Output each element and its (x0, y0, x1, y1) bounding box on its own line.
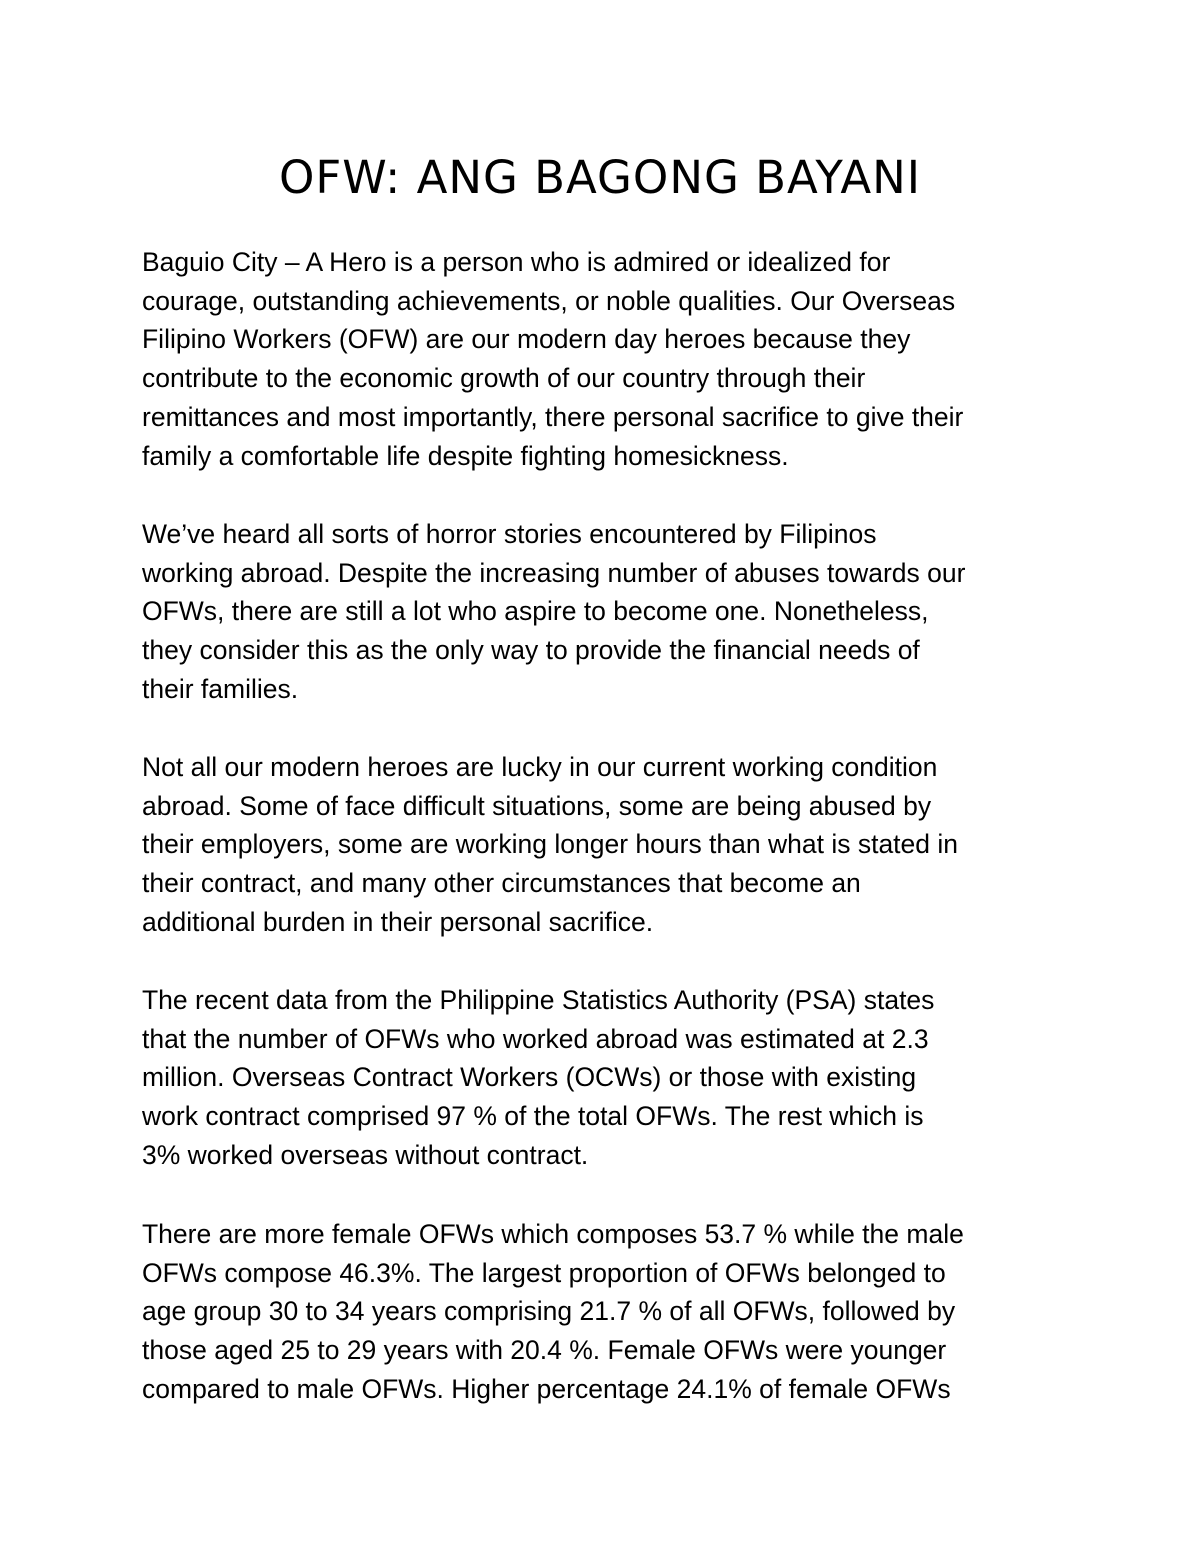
document-title: OFW: ANG BAGONG BAYANI (278, 151, 922, 204)
paragraph-line: working abroad. Despite the increasing number of abuses towards our (142, 557, 966, 588)
paragraph-1 (142, 243, 1072, 475)
paragraph-line: We’ve heard all sorts of horror stories encountered by Filipinos (142, 519, 877, 549)
paragraph-line: courage, outstanding achievements, or noble qualities. Our Overseas (142, 285, 956, 316)
paragraph-line: work contract comprised 97 % of the total OFWs. The rest which is (142, 1101, 924, 1132)
paragraph-line: Filipino Workers (OFW) are our modern day heroes because they (142, 324, 911, 355)
paragraph-line: There are more female OFWs which composes 53.7 % while the male (142, 1219, 964, 1249)
paragraph-line: their families. (142, 673, 299, 704)
paragraph-line: contribute to the economic growth of our country through their (142, 363, 866, 394)
paragraph-3 (142, 748, 1072, 942)
paragraph-line: Baguio City – A Hero is a person who is admired or idealized for (142, 247, 891, 277)
paragraph-line: those aged 25 to 29 years with 20.4 %. Female OFWs were younger (142, 1335, 947, 1366)
paragraph-line: their employers, some are working longer hours than what is stated in (142, 829, 959, 860)
paragraph-line: 3% worked overseas without contract. (142, 1139, 589, 1170)
paragraph-5 (142, 1215, 1072, 1409)
paragraph-line: The recent data from the Philippine Statistics Authority (PSA) states (142, 985, 935, 1015)
paragraph-line: Not all our modern heroes are lucky in our current working condition (142, 752, 938, 782)
paragraph-line: additional burden in their personal sacrifice. (142, 906, 654, 937)
paragraph-line: compared to male OFWs. Higher percentage 24.1% of female OFWs (142, 1373, 951, 1404)
paragraph-line: abroad. Some of face difficult situations, some are being abused by (142, 790, 932, 821)
paragraph-line: their contract, and many other circumstances that become an (142, 868, 861, 899)
paragraph-line: million. Overseas Contract Workers (OCWs) or those with existing (142, 1062, 917, 1093)
paragraph-line: family a comfortable life despite fighting homesickness. (142, 440, 789, 471)
paragraph-2 (142, 515, 1072, 709)
paragraph-line: OFWs compose 46.3%. The largest proportion of OFWs belonged to (142, 1257, 946, 1288)
paragraph-line: age group 30 to 34 years comprising 21.7 % of all OFWs, followed by (142, 1296, 956, 1327)
paragraph-4 (142, 981, 1072, 1175)
paragraph-line: that the number of OFWs who worked abroad was estimated at 2.3 (142, 1023, 929, 1054)
paragraph-line: they consider this as the only way to provide the financial needs of (142, 635, 920, 666)
paragraph-line: OFWs, there are still a lot who aspire to become one. Nonetheless, (142, 596, 929, 627)
paragraph-line: remittances and most importantly, there personal sacrifice to give their (142, 401, 964, 432)
